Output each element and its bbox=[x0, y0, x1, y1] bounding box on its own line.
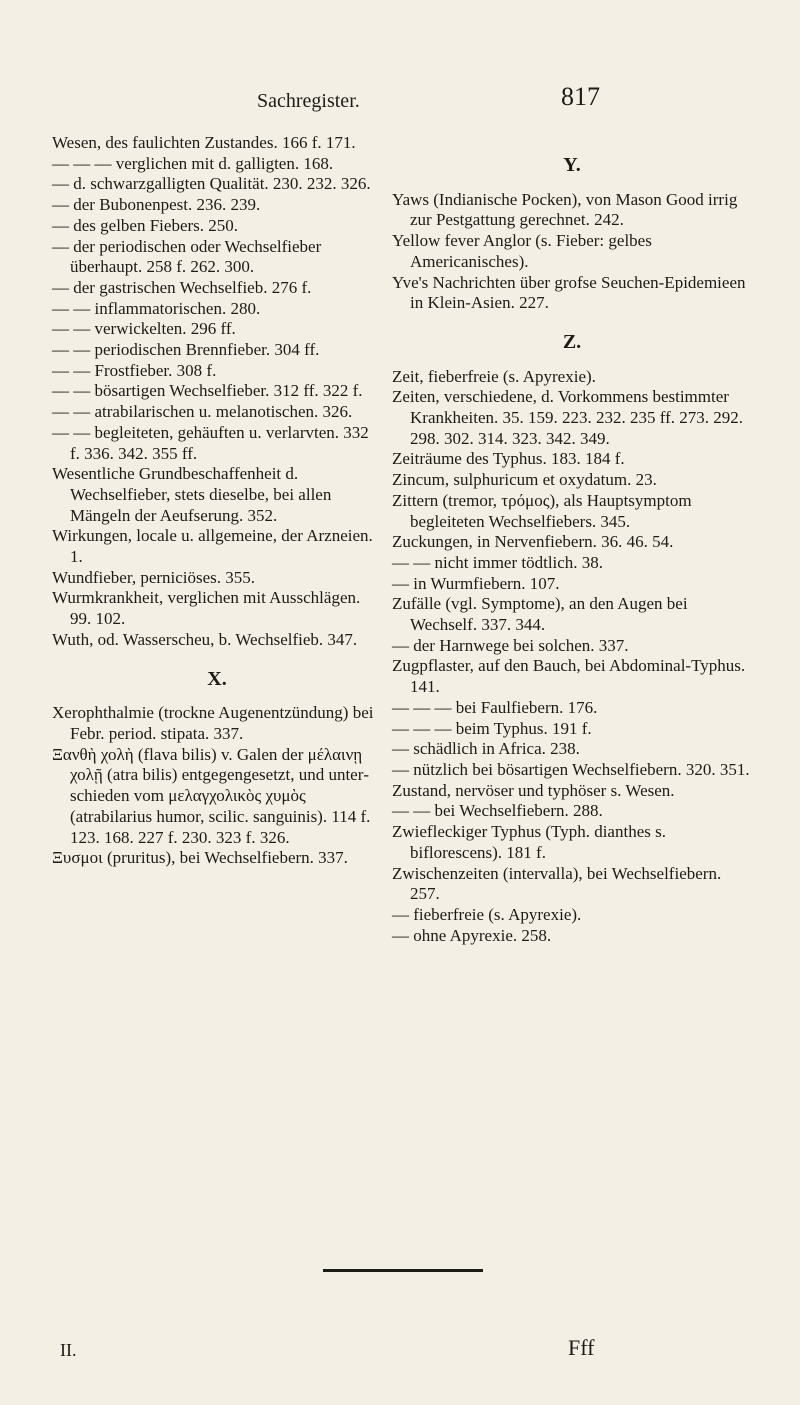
footer-rule bbox=[323, 1269, 483, 1272]
index-entry: Zincum, sulphuricum et oxydatum. 23. bbox=[392, 470, 657, 490]
index-entry: — in Wurmfiebern. 107. bbox=[392, 573, 560, 593]
index-entry: — der periodischen oder Wechselfieber überhaupt. 258 f. 262. 300. bbox=[52, 236, 322, 277]
index-entry: Zeiträume des Typhus. 183. 184 f. bbox=[392, 449, 625, 469]
section-letter: X. bbox=[207, 667, 227, 690]
index-entry: Xerophthalmie (trockne Augenentzündung) bei Febr. period. stipata. 337. bbox=[52, 703, 374, 743]
section-letter: Y. bbox=[563, 154, 581, 176]
index-entry: Zuckungen, in Nervenfiebern. 36. 46. 54. bbox=[392, 532, 674, 552]
index-entry: Ξανθὴ χολὴ (flava bilis) v. Galen der μέλαινῃ χολῇ (atra bilis) entgegengesetzt, und unterschieden vom μελαγχολικὸς χυμὸς (atrabilarius humor, scilic. sanguinis). 114 f. 123. 168. 227 f. 230. 323 f. 326. bbox=[52, 744, 371, 847]
index-entry: Yaws (Indianische Pocken), von Mason Good irrig zur Pestgattung gerechnet. 242. bbox=[392, 189, 738, 230]
index-entry: Wurmkrankheit, verglichen mit Ausschlägen. 99. 102. bbox=[52, 588, 361, 629]
index-entry: — — — beim Typhus. 191 f. bbox=[392, 718, 592, 738]
index-entry: Zwischenzeiten (intervalla), bei Wechselfiebern. 257. bbox=[392, 863, 722, 904]
index-entry: — der gastrischen Wechselfieb. 276 f. bbox=[52, 277, 312, 297]
index-entry: — fieberfreie (s. Apyrexie). bbox=[392, 904, 582, 924]
index-entry: — des gelben Fiebers. 250. bbox=[52, 215, 239, 235]
page-header bbox=[0, 82, 800, 122]
left-column bbox=[52, 133, 382, 869]
index-entry: Zeiten, verschiedene, d. Vorkommens bestimmter Krankheiten. 35. 159. 223. 232. 235 ff. 273. 292. 298. 302. 314. 323. 342. 349. bbox=[392, 387, 744, 448]
index-entry: Zugpflaster, auf den Bauch, bei Abdominal-Typhus. 141. bbox=[392, 656, 746, 697]
index-entry: — — bösartigen Wechselfieber. 312 ff. 322 f. bbox=[52, 381, 363, 401]
index-entry: — — inflammatorischen. 280. bbox=[52, 298, 261, 318]
index-entry: Zeit, fieberfreie (s. Apyrexie). bbox=[392, 366, 596, 386]
index-entry: Wuth, od. Wasserscheu, b. Wechselfieb. 347. bbox=[52, 629, 358, 649]
index-entry: Zufälle (vgl. Symptome), an den Augen bei Wechself. 337. 344. bbox=[392, 594, 688, 635]
index-entry: Wundfieber, perniciöses. 355. bbox=[52, 567, 256, 587]
index-entry: — — verwickelten. 296 ff. bbox=[52, 319, 236, 339]
index-entry: — ohne Apyrexie. 258. bbox=[392, 925, 552, 945]
index-entry: — d. schwarzgalligten Qualität. 230. 232. 326. bbox=[52, 174, 371, 194]
index-entry: Ξυσμοι (pruritus), bei Wechselfiebern. 337. bbox=[52, 848, 348, 868]
index-entry: — — atrabilarischen u. melanotischen. 326. bbox=[52, 402, 353, 422]
index-entry: — schädlich in Africa. 238. bbox=[392, 739, 580, 759]
index-entry: Zwiefleckiger Typhus (Typh. dianthes s. biflorescens). 181 f. bbox=[392, 822, 666, 862]
index-entry: — nützlich bei bösartigen Wechselfiebern. 320. 351. bbox=[392, 759, 750, 779]
index-entry: Wesen, des faulichten Zustandes. 166 f. 171. bbox=[52, 133, 356, 152]
volume-mark: II. bbox=[60, 1340, 77, 1360]
index-entry: Wesentliche Grundbeschaffenheit d. Wechselfieber, stets dieselbe, bei allen Mängeln der Aeufserung. 352. bbox=[52, 464, 332, 525]
index-entry: — — begleiteten, gehäuften u. verlarvten. 332 f. 336. 342. 355 ff. bbox=[52, 422, 369, 463]
index-entry: Wirkungen, locale u. allgemeine, der Arzneien. 1. bbox=[52, 526, 373, 567]
running-title: Sachregister. bbox=[257, 90, 360, 112]
section-letter: Z. bbox=[562, 330, 582, 353]
index-entry: — — Frostfieber. 308 f. bbox=[52, 360, 217, 380]
index-entry: — — bei Wechselfiebern. 288. bbox=[392, 801, 603, 821]
index-entry: — der Harnwege bei solchen. 337. bbox=[392, 635, 629, 655]
index-entry: — — — verglichen mit d. galligten. 168. bbox=[52, 153, 334, 173]
index-entry: Yve's Nachrichten über grofse Seuchen-Epidemieen in Klein-Asien. 227. bbox=[392, 272, 746, 313]
index-entry: — — periodischen Brennfieber. 304 ff. bbox=[52, 340, 320, 360]
signature-mark: Fff bbox=[568, 1335, 595, 1360]
index-entry: Zustand, nervöser und typhöser s. Wesen. bbox=[392, 780, 675, 800]
index-entry: Zittern (tremor, τρόμος), als Hauptsymptom begleiteten Wechselfiebers. 345. bbox=[392, 490, 692, 531]
index-entry: — — nicht immer tödtlich. 38. bbox=[392, 552, 604, 572]
index-entry: — der Bubonenpest. 236. 239. bbox=[52, 195, 261, 215]
right-column bbox=[392, 155, 752, 946]
index-entry: Yellow fever Anglor (s. Fieber: gelbes Americanisches). bbox=[392, 231, 652, 271]
page-number: 817 bbox=[561, 82, 600, 111]
index-entry: — — — bei Faulfiebern. 176. bbox=[392, 697, 598, 717]
